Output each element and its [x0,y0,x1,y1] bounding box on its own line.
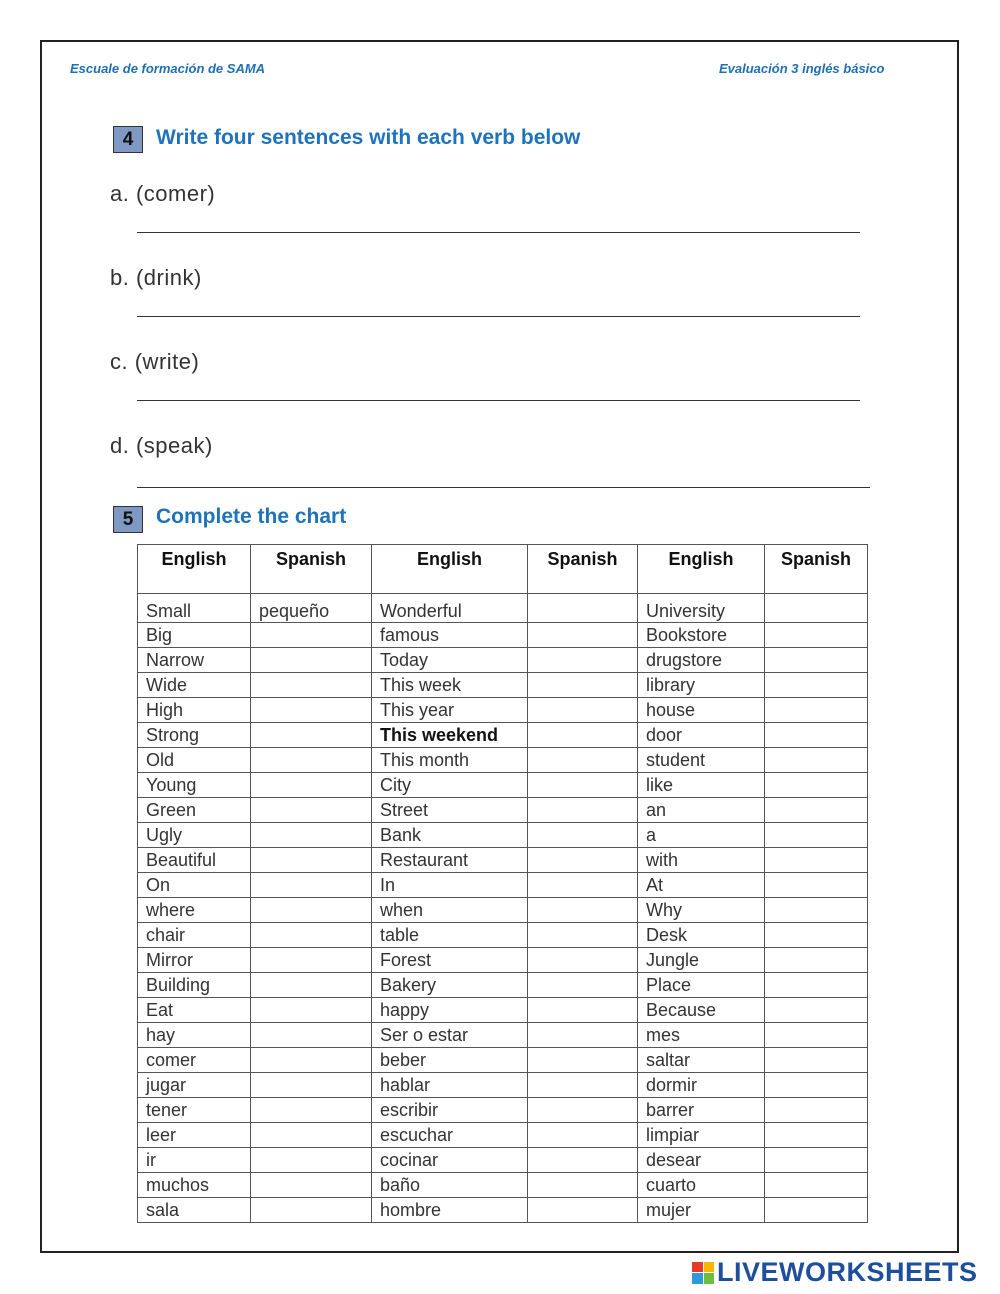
english-word-cell: where [138,898,251,923]
english-word-cell: house [638,698,765,723]
english-word-cell: Old [138,748,251,773]
english-word-cell: University [638,594,765,623]
english-word-cell: Ugly [138,823,251,848]
english-word-cell: Strong [138,723,251,748]
english-word-cell: Wide [138,673,251,698]
col-header-english-2: English [372,545,528,594]
english-word-cell: mes [638,1023,765,1048]
section-5-number: 5 [113,506,143,533]
table-row [138,1073,868,1098]
table-row [138,1023,868,1048]
english-word-cell: with [638,848,765,873]
english-word-cell: student [638,748,765,773]
spanish-answer-cell[interactable] [765,723,868,748]
table-row [138,648,868,673]
table-row [138,798,868,823]
item-d-label: d. (speak) [110,433,213,458]
english-word-cell: Today [372,648,528,673]
english-word-cell: Forest [372,948,528,973]
logo-mark-icon [692,1262,714,1284]
spanish-answer-cell[interactable] [765,848,868,873]
english-word-cell: leer [138,1123,251,1148]
spanish-answer-cell[interactable] [251,723,372,748]
english-word-cell: Bank [372,823,528,848]
spanish-answer-cell[interactable] [765,898,868,923]
english-word-cell: beber [372,1048,528,1073]
spanish-answer-cell[interactable] [528,673,638,698]
table-row [138,823,868,848]
spanish-answer-cell[interactable] [251,1048,372,1073]
item-b-label: b. (drink) [110,265,202,290]
table-row [138,873,868,898]
spanish-answer-cell[interactable] [251,1198,372,1223]
table-row [138,1123,868,1148]
table-row [138,973,868,998]
table-row [138,673,868,698]
spanish-answer-cell[interactable] [528,873,638,898]
english-word-cell: Narrow [138,648,251,673]
spanish-answer-cell[interactable] [528,1198,638,1223]
answer-line-c[interactable] [137,400,860,401]
spanish-answer-cell[interactable] [765,1173,868,1198]
english-word-cell: cocinar [372,1148,528,1173]
spanish-answer-cell[interactable] [765,1073,868,1098]
spanish-answer-cell[interactable] [765,923,868,948]
table-row [138,1198,868,1223]
english-word-cell: High [138,698,251,723]
english-word-cell: This week [372,673,528,698]
table-row [138,998,868,1023]
english-word-cell: Bakery [372,973,528,998]
spanish-answer-cell[interactable] [528,1023,638,1048]
spanish-answer-cell[interactable] [528,1048,638,1073]
spanish-answer-cell[interactable] [528,773,638,798]
spanish-answer-cell[interactable] [251,1098,372,1123]
english-word-cell: Because [638,998,765,1023]
spanish-answer-cell[interactable] [765,873,868,898]
col-header-spanish-1: Spanish [251,545,372,594]
english-word-cell: a [638,823,765,848]
english-word-cell: muchos [138,1173,251,1198]
spanish-answer-cell[interactable] [251,973,372,998]
spanish-answer-cell[interactable] [528,1148,638,1173]
english-word-cell: mujer [638,1198,765,1223]
english-word-cell: ir [138,1148,251,1173]
spanish-answer-cell[interactable] [251,1173,372,1198]
spanish-answer-cell[interactable] [528,823,638,848]
table-row [138,748,868,773]
spanish-answer-cell[interactable] [251,848,372,873]
spanish-answer-cell[interactable] [765,773,868,798]
vocabulary-chart [137,544,868,1223]
spanish-answer-cell[interactable] [765,1148,868,1173]
spanish-answer-cell[interactable] [765,1048,868,1073]
evaluation-title: Evaluación 3 inglés básico [719,61,885,76]
section-4-number: 4 [113,126,143,153]
table-row [138,698,868,723]
english-word-cell: happy [372,998,528,1023]
spanish-answer-cell[interactable] [251,1023,372,1048]
english-word-cell: Why [638,898,765,923]
spanish-answer-cell[interactable] [251,648,372,673]
english-word-cell: table [372,923,528,948]
chart-header-row [138,545,868,594]
table-row [138,898,868,923]
answer-line-a[interactable] [137,232,860,233]
spanish-answer-cell[interactable] [528,1173,638,1198]
spanish-answer-cell[interactable] [528,973,638,998]
spanish-answer-cell[interactable] [765,973,868,998]
english-word-cell: jugar [138,1073,251,1098]
col-header-english-1: English [138,545,251,594]
spanish-answer-cell[interactable] [528,998,638,1023]
item-a-label: a. (comer) [110,181,216,206]
spanish-answer-cell[interactable] [765,673,868,698]
english-word-cell: In [372,873,528,898]
english-word-cell: Building [138,973,251,998]
table-row [138,848,868,873]
spanish-answer-cell[interactable] [251,673,372,698]
spanish-answer-cell[interactable] [765,798,868,823]
english-word-cell: baño [372,1173,528,1198]
spanish-answer-cell[interactable] [765,998,868,1023]
english-word-cell: Restaurant [372,848,528,873]
english-word-cell: Desk [638,923,765,948]
english-word-cell: hombre [372,1198,528,1223]
spanish-answer-cell[interactable] [765,948,868,973]
english-word-cell: limpiar [638,1123,765,1148]
english-word-cell: dormir [638,1073,765,1098]
spanish-answer-cell[interactable] [528,1123,638,1148]
english-word-cell: Small [138,594,251,623]
english-word-cell: escuchar [372,1123,528,1148]
table-row [138,623,868,648]
english-word-cell: Eat [138,998,251,1023]
english-word-cell: Jungle [638,948,765,973]
table-row [138,594,868,623]
english-word-cell: Street [372,798,528,823]
english-word-cell: saltar [638,1048,765,1073]
spanish-answer-cell[interactable] [251,1148,372,1173]
english-word-cell: hay [138,1023,251,1048]
spanish-answer-cell[interactable] [528,1098,638,1123]
spanish-answer-cell[interactable] [765,1198,868,1223]
spanish-answer-cell[interactable]: pequeño [251,594,372,623]
english-word-cell: when [372,898,528,923]
english-word-cell: Wonderful [372,594,528,623]
english-word-cell: library [638,673,765,698]
spanish-answer-cell[interactable] [251,823,372,848]
spanish-answer-cell[interactable] [765,648,868,673]
spanish-answer-cell[interactable] [528,698,638,723]
spanish-answer-cell[interactable] [765,1123,868,1148]
spanish-answer-cell[interactable] [528,948,638,973]
spanish-answer-cell[interactable] [528,848,638,873]
english-word-cell: On [138,873,251,898]
table-row [138,1173,868,1198]
spanish-answer-cell[interactable] [765,623,868,648]
answer-line-d[interactable] [137,487,870,488]
table-row [138,1048,868,1073]
table-row [138,948,868,973]
english-word-cell: This weekend [372,723,528,748]
spanish-answer-cell[interactable] [251,998,372,1023]
item-c-label: c. (write) [110,349,200,374]
english-word-cell: Bookstore [638,623,765,648]
english-word-cell: drugstore [638,648,765,673]
english-word-cell: City [372,773,528,798]
logo-text: LIVEWORKSHEETS [717,1257,978,1287]
spanish-answer-cell[interactable] [251,923,372,948]
spanish-answer-cell[interactable] [251,748,372,773]
english-word-cell: barrer [638,1098,765,1123]
table-row [138,773,868,798]
english-word-cell: Ser o estar [372,1023,528,1048]
english-word-cell: chair [138,923,251,948]
answer-line-b[interactable] [137,316,860,317]
table-row [138,923,868,948]
spanish-answer-cell[interactable] [251,898,372,923]
spanish-answer-cell[interactable] [528,898,638,923]
spanish-answer-cell[interactable] [251,798,372,823]
english-word-cell: Big [138,623,251,648]
col-header-spanish-3: Spanish [765,545,868,594]
table-row [138,1148,868,1173]
english-word-cell: door [638,723,765,748]
spanish-answer-cell[interactable] [528,648,638,673]
spanish-answer-cell[interactable] [765,594,868,623]
spanish-answer-cell[interactable] [528,923,638,948]
col-header-spanish-2: Spanish [528,545,638,594]
english-word-cell: hablar [372,1073,528,1098]
spanish-answer-cell[interactable] [251,948,372,973]
school-name: Escuale de formación de SAMA [70,61,266,76]
spanish-answer-cell[interactable] [251,873,372,898]
liveworksheets-logo [692,1257,978,1288]
english-word-cell: escribir [372,1098,528,1123]
col-header-english-3: English [638,545,765,594]
spanish-answer-cell[interactable] [251,623,372,648]
spanish-answer-cell[interactable] [765,1023,868,1048]
english-word-cell: Young [138,773,251,798]
spanish-answer-cell[interactable] [251,773,372,798]
english-word-cell: tener [138,1098,251,1123]
english-word-cell: an [638,798,765,823]
english-word-cell: At [638,873,765,898]
section-4-title: Write four sentences with each verb below [156,126,581,149]
english-word-cell: sala [138,1198,251,1223]
spanish-answer-cell[interactable] [528,798,638,823]
spanish-answer-cell[interactable] [251,698,372,723]
english-word-cell: This month [372,748,528,773]
english-word-cell: Mirror [138,948,251,973]
spanish-answer-cell[interactable] [251,1073,372,1098]
english-word-cell: desear [638,1148,765,1173]
english-word-cell: like [638,773,765,798]
spanish-answer-cell[interactable] [765,748,868,773]
table-row [138,723,868,748]
spanish-answer-cell[interactable] [528,1073,638,1098]
spanish-answer-cell[interactable] [251,1123,372,1148]
spanish-answer-cell[interactable] [528,748,638,773]
english-word-cell: cuarto [638,1173,765,1198]
table-row [138,1098,868,1123]
english-word-cell: This year [372,698,528,723]
spanish-answer-cell[interactable] [765,1098,868,1123]
english-word-cell: Green [138,798,251,823]
spanish-answer-cell[interactable] [765,698,868,723]
english-word-cell: Place [638,973,765,998]
spanish-answer-cell[interactable] [765,823,868,848]
english-word-cell: Beautiful [138,848,251,873]
spanish-answer-cell[interactable] [528,594,638,623]
english-word-cell: famous [372,623,528,648]
spanish-answer-cell[interactable] [528,723,638,748]
spanish-answer-cell[interactable] [528,623,638,648]
english-word-cell: comer [138,1048,251,1073]
section-5-title: Complete the chart [156,505,347,528]
